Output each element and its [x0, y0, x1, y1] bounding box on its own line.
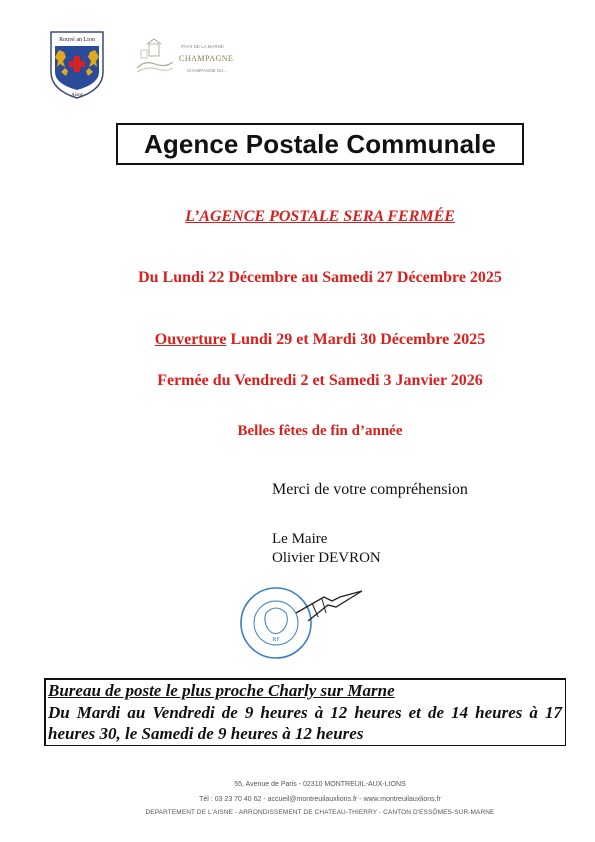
post-office-title: Bureau de poste le plus proche Charly sur Marne	[48, 681, 395, 700]
stamp-center-text: RF	[272, 637, 280, 643]
champagne-brand-name: CHAMPAGNE	[179, 54, 234, 63]
mayor-title: Le Maire	[272, 531, 328, 547]
official-stamp	[236, 583, 366, 663]
mayor-name: Olivier DEVRON	[272, 550, 381, 566]
coat-of-arms-logo	[47, 28, 107, 100]
champagne-small-text-2: CHAMPAGNE DU...	[187, 68, 228, 73]
footer-address: 55, Avenue de Paris - 02310 MONTREUIL-AUX-LIONS	[234, 781, 406, 788]
footer-contact: Tél : 03 23 70 40 62 - accueil@montreuilauxlions.fr - www.montreuilauxlions.fr	[199, 796, 441, 803]
crest-top-text: Rouvé an Lion	[59, 37, 95, 43]
page-title: Agence Postale Communale	[143, 128, 497, 159]
opening-dates	[0, 331, 595, 349]
champagne-small-text: PAYS DE LA MARNE	[181, 44, 224, 49]
thanks-text: Merci de votre compréhension	[272, 481, 468, 498]
crest-bottom-text: Aisne	[71, 93, 83, 98]
nearest-post-office-box	[44, 678, 566, 746]
closure-announcement: L’AGENCE POSTALE SERA FERMÉE	[185, 208, 455, 225]
closed-date-range: Du Lundi 22 Décembre au Samedi 27 Décembre 2025	[138, 269, 502, 286]
closed-january-dates: Fermée du Vendredi 2 et Samedi 3 Janvier 2026	[157, 372, 483, 389]
champagne-region-logo	[133, 38, 233, 78]
footer-department: DEPARTEMENT DE L'AISNE - ARRONDISSEMENT DE CHATEAU-THIERRY - CANTON D'ESSÔMES-SUR-MARNE	[145, 809, 495, 816]
opening-date-text: Lundi 29 et Mardi 30 Décembre 2025	[226, 331, 486, 348]
opening-label: Ouverture	[154, 331, 227, 348]
page-title-box	[116, 123, 524, 165]
season-greetings: Belles fêtes de fin d’année	[237, 423, 403, 439]
post-office-hours: Du Mardi au Vendredi de 9 heures à 12 heures et de 14 heures à 17 heures 30, le Samedi de 9 heures à 12 heures	[48, 703, 562, 743]
